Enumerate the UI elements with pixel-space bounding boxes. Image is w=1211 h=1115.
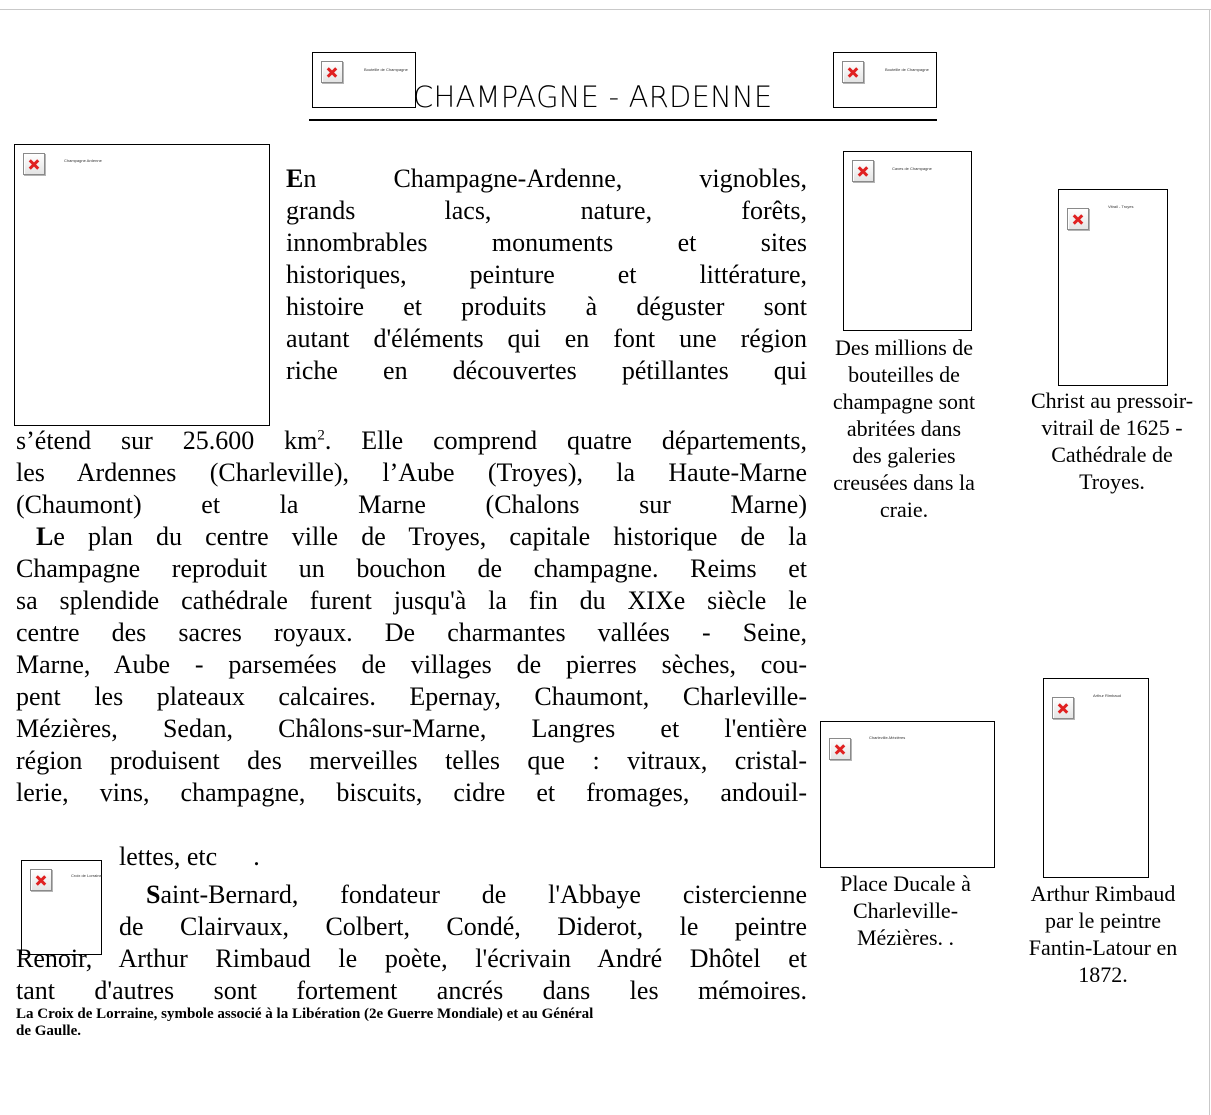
people-line: Renoir, Arthur Rimbaud le poète, l'écrivain André Dhôtel et xyxy=(16,944,807,973)
people-paragraph-continued xyxy=(16,943,807,1007)
etc-line: lettes, etc . xyxy=(119,842,260,871)
people-line: Saint-Bernard, fondateur de l'Abbaye cistercienne xyxy=(146,880,807,909)
title-underline xyxy=(309,119,937,121)
drop-initial: L xyxy=(36,522,54,551)
page-right-border xyxy=(1209,9,1210,1115)
plan-line: région produisent des merveilles telles que : vitraux, cristal- xyxy=(16,746,807,775)
intro-line: En Champagne-Ardenne, vignobles, xyxy=(286,164,807,193)
image-alt-text: Bouteille de Champagne xyxy=(364,67,408,72)
people-paragraph xyxy=(119,879,807,943)
image-alt-text: Champagne Ardenne xyxy=(64,158,102,163)
broken-image-icon xyxy=(829,738,851,760)
title-block xyxy=(309,50,937,122)
plan-line: centre des sacres royaux. De charmantes vallées - Seine, xyxy=(16,618,807,647)
plan-line: sa splendide cathédrale furent jusqu'à la fin du XIXe siècle le xyxy=(16,586,807,615)
plan-line: Mézières, Sedan, Châlons-sur-Marne, Langres et l'entière xyxy=(16,714,807,743)
intro-line: autant d'éléments qui en font une région xyxy=(286,324,807,353)
page-title: CHAMPAGNE - ARDENNE xyxy=(413,80,773,114)
image-alt-text: Vitrail - Troyes xyxy=(1108,204,1134,209)
plan-line: Marne, Aube - parsemées de villages de pierres sèches, cou- xyxy=(16,650,807,679)
broken-image-icon xyxy=(23,153,45,175)
plan-line: lerie, vins, champagne, biscuits, cidre et fromages, andouil- xyxy=(16,778,807,807)
broken-image-icon xyxy=(1067,208,1089,230)
plan-line: pent les plateaux calcaires. Epernay, Chaumont, Charleville- xyxy=(16,682,807,711)
intro-line: (Chaumont) et la Marne (Chalons sur Marne) xyxy=(16,490,807,519)
champagne-bottle-image-left xyxy=(312,52,416,108)
intro-line: histoire et produits à déguster sont xyxy=(286,292,807,321)
croix-lorraine-note: La Croix de Lorraine, symbole associé à la Libération (2e Guerre Mondiale) et au Général de Gaulle. xyxy=(16,1006,594,1039)
intro-paragraph xyxy=(286,163,807,387)
place-ducale-image xyxy=(820,721,995,868)
intro-line: innombrables monuments et sites xyxy=(286,228,807,257)
image-alt-text: Bouteille de Champagne xyxy=(885,67,929,72)
intro-line: riche en découvertes pétillantes qui xyxy=(286,356,807,385)
image-alt-text: Caves de Champagne xyxy=(892,166,932,171)
caves-caption: Des millions de bouteilles de champagne sont abritées dans des galeries creusées dans la craie. xyxy=(832,335,976,522)
broken-image-icon xyxy=(842,61,864,83)
intro-paragraph-continued xyxy=(16,425,807,521)
image-alt-text: Charleville-Mézières xyxy=(869,735,906,740)
place-ducale-caption: Place Ducale à Charleville- Mézières. . xyxy=(840,871,971,950)
broken-image-icon xyxy=(1052,697,1074,719)
broken-image-icon xyxy=(852,160,874,182)
image-alt-text: Arthur Rimbaud xyxy=(1093,693,1122,698)
drop-initial: E xyxy=(286,164,304,193)
broken-image-icon xyxy=(321,61,343,83)
champagne-ardenne-map-image xyxy=(14,144,270,426)
arthur-rimbaud-caption: Arthur Rimbaud par le peintre Fantin-Latour en 1872. xyxy=(1028,881,1178,987)
caves-de-champagne-image xyxy=(843,151,972,331)
page-top-border xyxy=(0,9,1211,10)
people-line: de Clairvaux, Colbert, Condé, Diderot, le peintre xyxy=(119,912,807,941)
intro-line: les Ardennes (Charleville), l’Aube (Troyes), la Haute-Marne xyxy=(16,458,807,487)
plan-line: Champagne reproduit un bouchon de champagne. Reims et xyxy=(16,554,807,583)
vitrail-caption: Christ au pressoir- vitrail de 1625 - Cathédrale de Troyes. xyxy=(1030,388,1194,494)
people-line: tant d'autres sont fortement ancrés dans les mémoires. xyxy=(16,976,807,1005)
troyes-plan-paragraph xyxy=(16,521,807,809)
intro-line: grands lacs, nature, forêts, xyxy=(286,196,807,225)
plan-line: Le plan du centre ville de Troyes, capitale historique de la xyxy=(36,522,807,551)
drop-initial: S xyxy=(146,880,161,909)
intro-line: historiques, peinture et littérature, xyxy=(286,260,807,289)
arthur-rimbaud-image xyxy=(1043,678,1149,878)
champagne-bottle-image-right xyxy=(833,52,937,108)
image-alt-text: Croix de Lorraine xyxy=(71,873,102,878)
broken-image-icon xyxy=(30,869,52,891)
intro-line: s’étend sur 25.600 $km^2$. Elle comprend quatre départements, xyxy=(16,426,807,455)
croix-de-lorraine-image xyxy=(21,860,102,955)
vitrail-troyes-image xyxy=(1058,189,1168,386)
